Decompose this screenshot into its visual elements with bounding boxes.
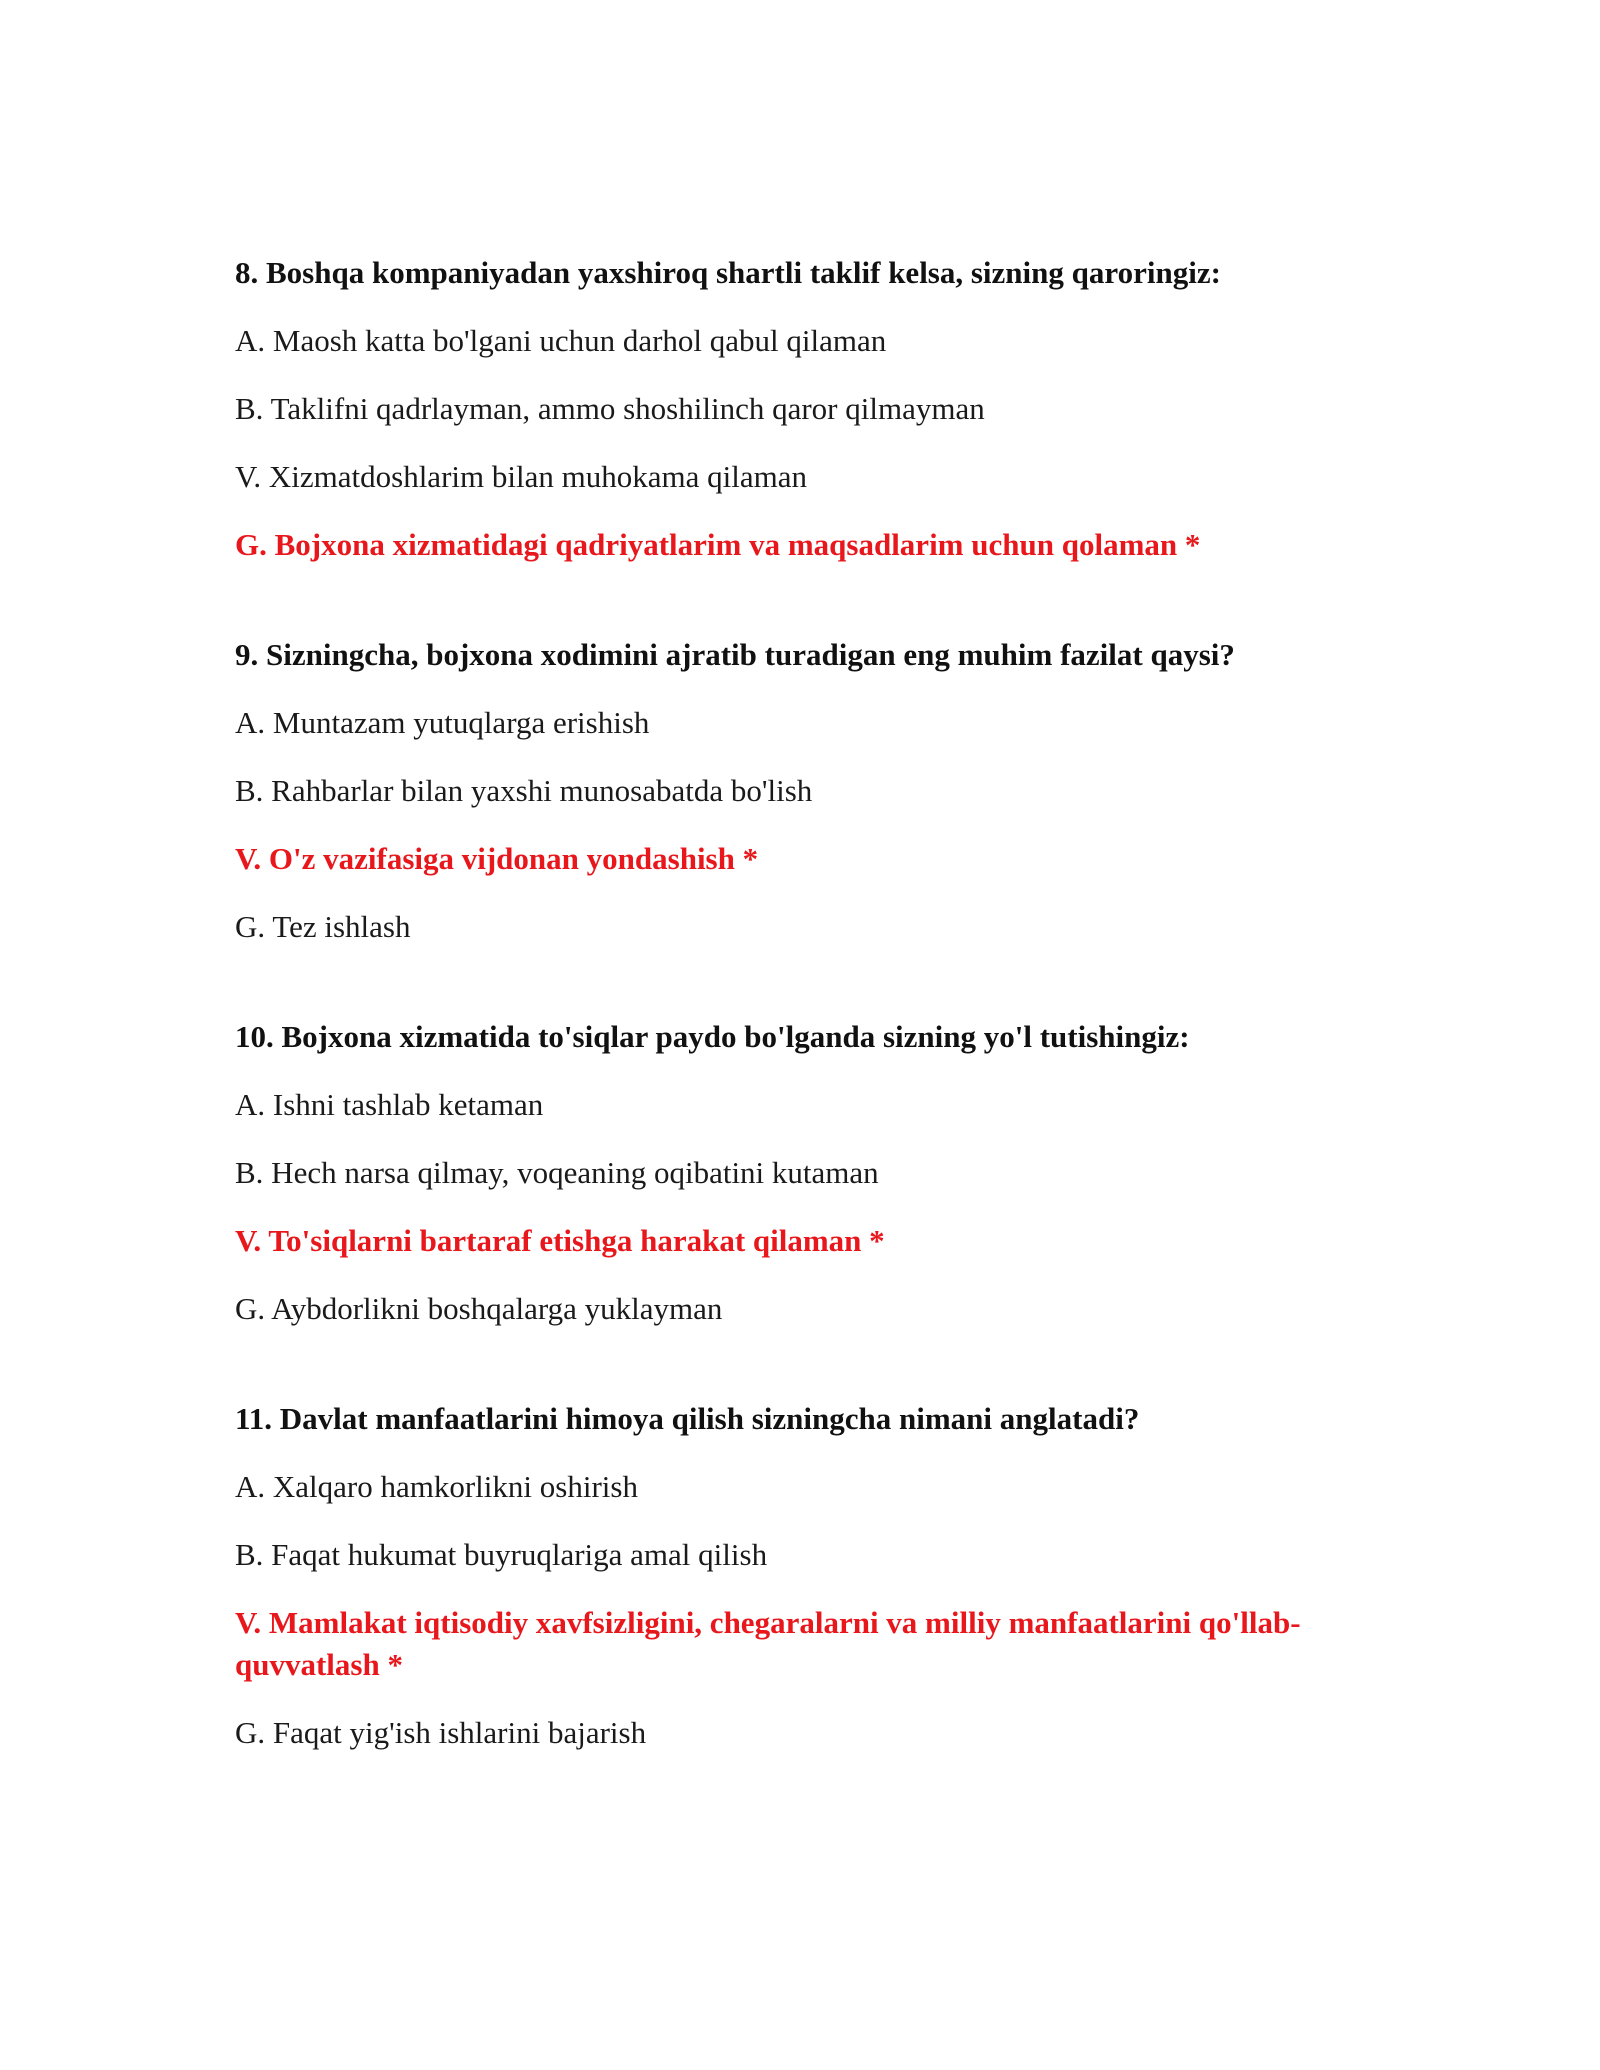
question-block-10 xyxy=(235,1016,1360,1330)
answer-option-b: B. Taklifni qadrlayman, ammo shoshilinch qaror qilmayman xyxy=(235,391,985,426)
answer-option-v-correct: V. To'siqlarni bartaraf etishga harakat qilaman * xyxy=(235,1223,885,1258)
question-block-9 xyxy=(235,634,1360,948)
answer-option-g: G. Aybdorlikni boshqalarga yuklayman xyxy=(235,1291,723,1326)
answer-option-a: A. Ishni tashlab ketaman xyxy=(235,1087,544,1122)
answer-option-g: G. Faqat yig'ish ishlarini bajarish xyxy=(235,1715,647,1750)
question-text: 9. Sizningcha, bojxona xodimini ajratib turadigan eng muhim fazilat qaysi? xyxy=(235,637,1235,672)
question-text: 8. Boshqa kompaniyadan yaxshiroq shartli taklif kelsa, sizning qaroringiz: xyxy=(235,255,1221,290)
answer-option-b: B. Faqat hukumat buyruqlariga amal qilish xyxy=(235,1537,768,1572)
question-block-8 xyxy=(235,252,1360,566)
answer-option-g-correct: G. Bojxona xizmatidagi qadriyatlarim va maqsadlarim uchun qolaman * xyxy=(235,527,1201,562)
answer-option-a: A. Xalqaro hamkorlikni oshirish xyxy=(235,1469,638,1504)
answer-option-v-correct: V. O'z vazifasiga vijdonan yondashish * xyxy=(235,841,759,876)
question-text: 10. Bojxona xizmatida to'siqlar paydo bo'lganda sizning yo'l tutishingiz: xyxy=(235,1019,1190,1054)
answer-option-a: A. Maosh katta bo'lgani uchun darhol qabul qilaman xyxy=(235,323,887,358)
answer-option-g: G. Tez ishlash xyxy=(235,909,411,944)
answer-option-v-correct: V. Mamlakat iqtisodiy xavfsizligini, chegaralarni va milliy manfaatlarini qo'llab-quvvatlash * xyxy=(235,1605,1301,1682)
answer-option-b: B. Hech narsa qilmay, voqeaning oqibatini kutaman xyxy=(235,1155,879,1190)
question-text: 11. Davlat manfaatlarini himoya qilish sizningcha nimani anglatadi? xyxy=(235,1401,1140,1436)
question-block-11 xyxy=(235,1398,1360,1754)
answer-option-a: A. Muntazam yutuqlarga erishish xyxy=(235,705,650,740)
answer-option-b: B. Rahbarlar bilan yaxshi munosabatda bo'lish xyxy=(235,773,813,808)
answer-option-v: V. Xizmatdoshlarim bilan muhokama qilaman xyxy=(235,459,807,494)
